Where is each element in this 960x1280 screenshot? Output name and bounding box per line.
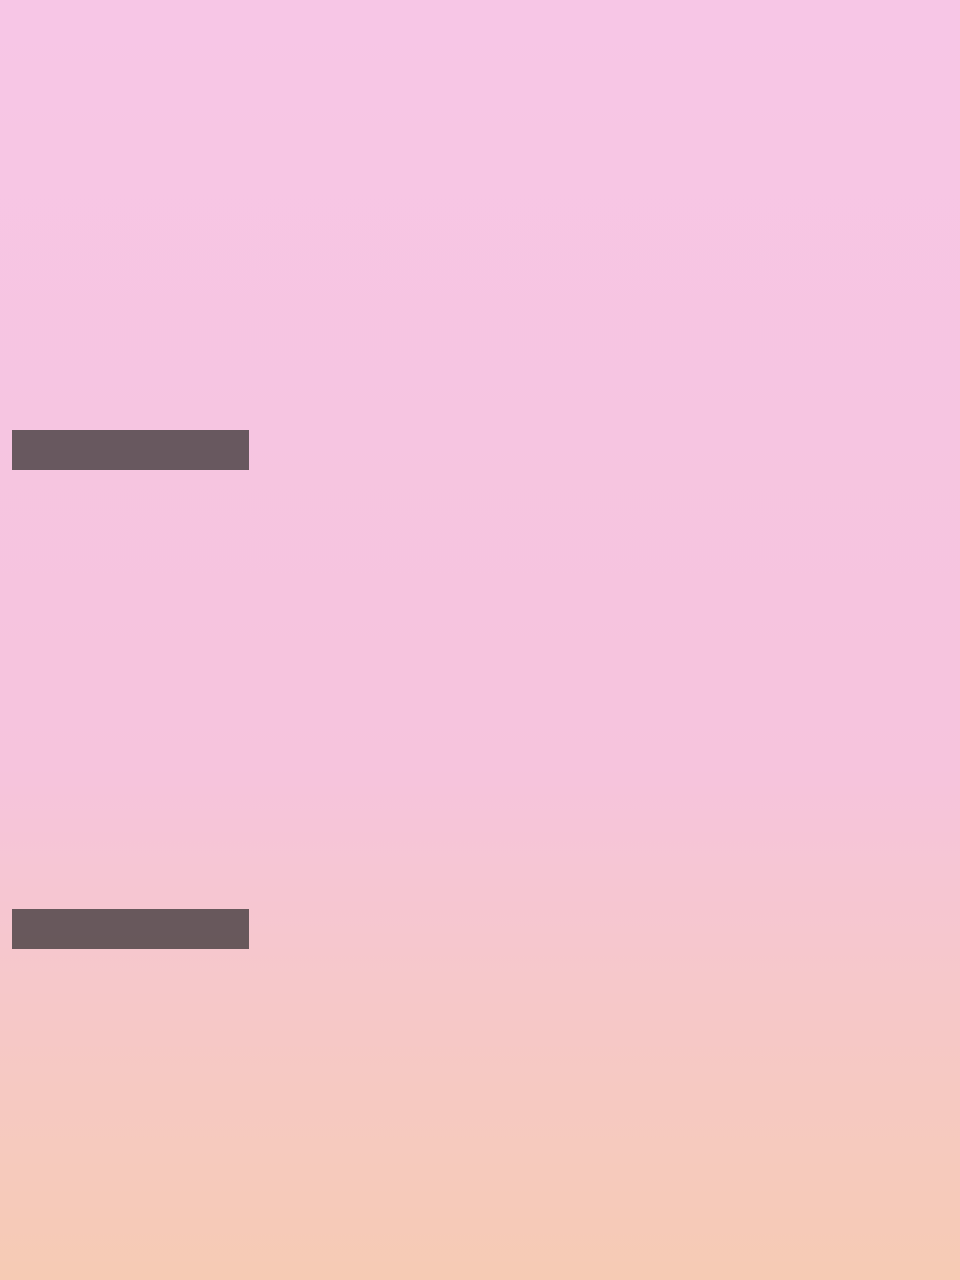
age-label-2y <box>12 430 249 470</box>
age-label-2y3m <box>12 909 249 949</box>
